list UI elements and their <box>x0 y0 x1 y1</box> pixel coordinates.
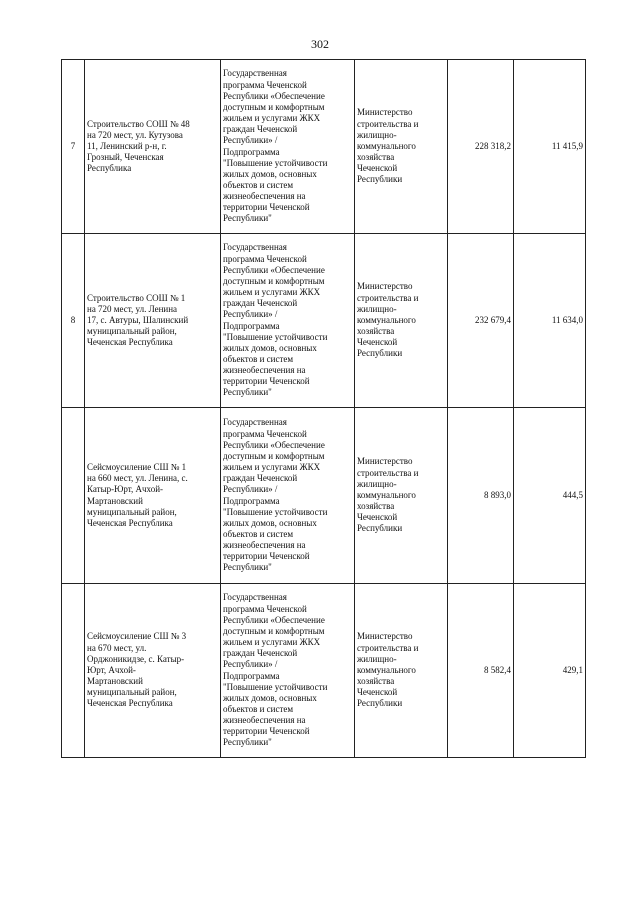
table-row <box>62 60 586 234</box>
amount-part-cell: 11 415,9 <box>514 60 586 234</box>
amount-part-cell: 429,1 <box>514 584 586 758</box>
ministry-cell: Министерство строительства и жилищно- коммунального хозяйства Чеченской Республики <box>355 234 448 408</box>
program-cell: Государственная программа Чеченской Республики «Обеспечение доступным и комфортным жильем и услугами ЖКХ граждан Чеченской Республики» / Подпрограмма "Повышение устойчивости жилых домов, основных объектов и систем жизнеобеспечения на территории Чеченской Республики" <box>221 408 355 584</box>
projects-table <box>61 59 586 758</box>
program-cell: Государственная программа Чеченской Республики «Обеспечение доступным и комфортным жильем и услугами ЖКХ граждан Чеченской Республики» / Подпрограмма "Повышение устойчивости жилых домов, основных объектов и систем жизнеобеспечения на территории Чеченской Республики" <box>221 234 355 408</box>
ministry-cell: Министерство строительства и жилищно- коммунального хозяйства Чеченской Республики <box>355 408 448 584</box>
program-cell: Государственная программа Чеченской Республики «Обеспечение доступным и комфортным жильем и услугами ЖКХ граждан Чеченской Республики» / Подпрограмма "Повышение устойчивости жилых домов, основных объектов и систем жизнеобеспечения на территории Чеченской Республики" <box>221 584 355 758</box>
amount-total-cell: 232 679,4 <box>448 234 514 408</box>
row-number-cell <box>62 408 85 584</box>
page-number: 302 <box>311 37 329 51</box>
object-name-cell: Строительство СОШ № 1 на 720 мест, ул. Ленина 17, с. Автуры, Шалинский муниципальный район, Чеченская Республика <box>85 234 221 408</box>
table-row <box>62 408 586 584</box>
table-row <box>62 584 586 758</box>
object-name-cell: Сейсмоусиление СШ № 1 на 660 мест, ул. Ленина, с. Катыр-Юрт, Ачхой- Мартановский муниципальный район, Чеченская Республика <box>85 408 221 584</box>
object-name-cell: Сейсмоусиление СШ № 3 на 670 мест, ул. Орджоникидзе, с. Катыр- Юрт, Ачхой- Мартановский муниципальный район, Чеченская Республика <box>85 584 221 758</box>
amount-total-cell: 228 318,2 <box>448 60 514 234</box>
object-name-cell: Строительство СОШ № 48 на 720 мест, ул. Кутузова 11, Ленинский р-н, г. Грозный, Чеченская Республика <box>85 60 221 234</box>
row-number-cell: 8 <box>62 234 85 408</box>
amount-part-cell: 444,5 <box>514 408 586 584</box>
row-number-cell: 7 <box>62 60 85 234</box>
amount-part-cell: 11 634,0 <box>514 234 586 408</box>
ministry-cell: Министерство строительства и жилищно- коммунального хозяйства Чеченской Республики <box>355 60 448 234</box>
row-number-cell <box>62 584 85 758</box>
program-cell: Государственная программа Чеченской Республики «Обеспечение доступным и комфортным жильем и услугами ЖКХ граждан Чеченской Республики» / Подпрограмма "Повышение устойчивости жилых домов, основных объектов и систем жизнеобеспечения на территории Чеченской Республики" <box>221 60 355 234</box>
amount-total-cell: 8 582,4 <box>448 584 514 758</box>
ministry-cell: Министерство строительства и жилищно- коммунального хозяйства Чеченской Республики <box>355 584 448 758</box>
table-row <box>62 234 586 408</box>
amount-total-cell: 8 893,0 <box>448 408 514 584</box>
